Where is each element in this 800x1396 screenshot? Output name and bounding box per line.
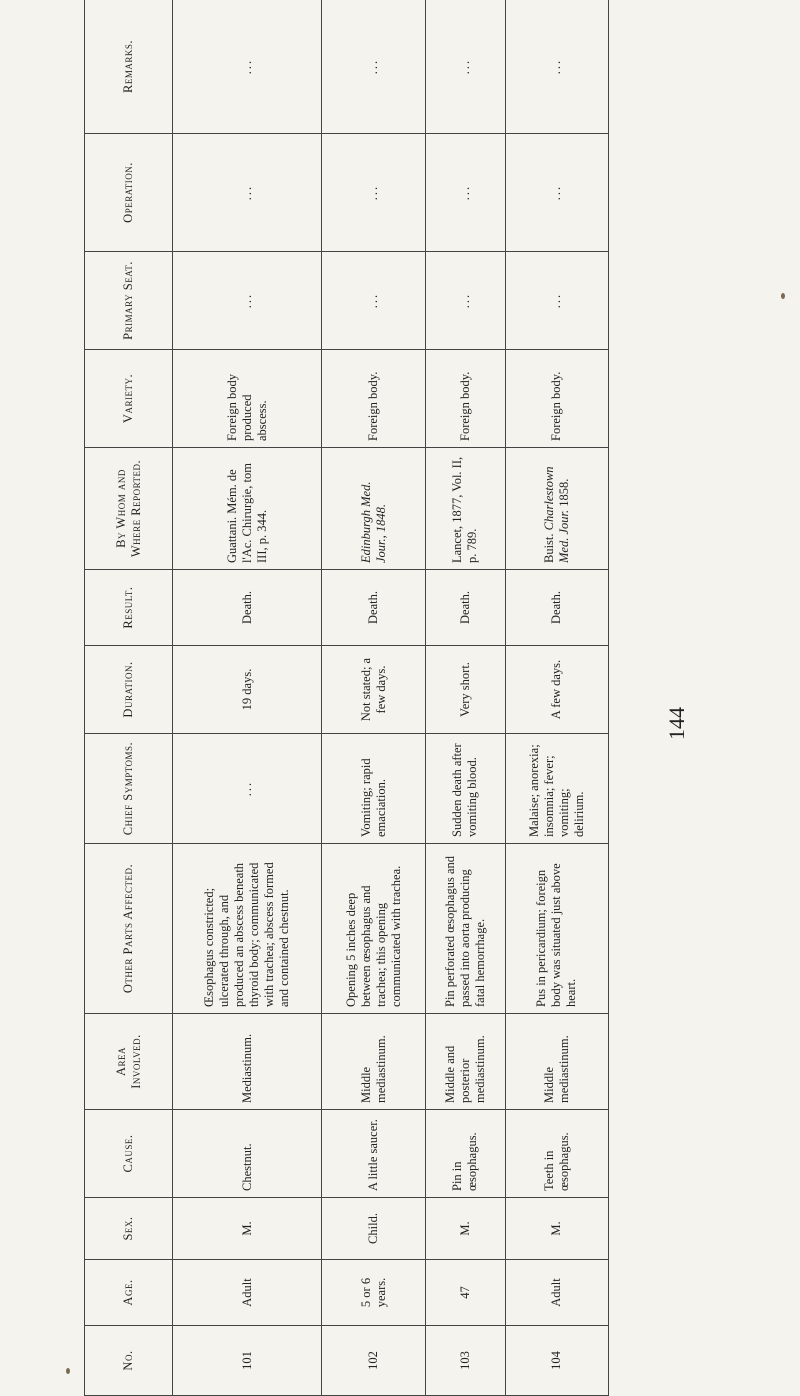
cell-duration: A few days. <box>505 646 608 734</box>
cell-cause: Teeth in œsophagus. <box>505 1110 608 1198</box>
cell-primary-seat: ... <box>505 252 608 350</box>
cell-remarks: ... <box>173 0 322 134</box>
cell-reported <box>322 448 425 570</box>
cell-result: Death. <box>505 570 608 646</box>
cell-other-parts: Pus in pericardium; foreign body was situated just above heart. <box>505 844 608 1014</box>
cell-no: 101 <box>173 1326 322 1396</box>
cell-other-parts: Pin perforated œsophagus and passed into aorta producing fatal hemorrhage. <box>425 844 505 1014</box>
cell-age: 47 <box>425 1260 505 1326</box>
cell-operation: ... <box>425 134 505 252</box>
cell-other-parts: Opening 5 inches deep between œsophagus and trachea; this opening communicated with trachea. <box>322 844 425 1014</box>
cell-reported: Guattani. Mém. de l'Ac. Chirurgie, tom III, p. 344. <box>173 448 322 570</box>
cell-variety: Foreign body. <box>505 350 608 448</box>
cell-duration: Very short. <box>425 646 505 734</box>
cell-sex: M. <box>505 1198 608 1260</box>
cell-variety: Foreign body. <box>425 350 505 448</box>
cell-chief-symptoms: Vomiting; rapid emaciation. <box>322 734 425 844</box>
cell-chief-symptoms: Malaise; anorexia; insomnia; fever; vomiting; delirium. <box>505 734 608 844</box>
case-table-wrapper <box>84 0 609 1396</box>
col-header-remarks: Remarks. <box>85 0 173 134</box>
cell-remarks: ... <box>505 0 608 134</box>
col-header-result: Result. <box>85 570 173 646</box>
cell-variety: Foreign body produced abscess. <box>173 350 322 448</box>
table-row <box>322 0 425 1396</box>
page-number: 144 <box>664 707 689 740</box>
cell-result: Death. <box>425 570 505 646</box>
col-header-other-parts: Other Parts Affected. <box>85 844 173 1014</box>
col-header-duration: Duration. <box>85 646 173 734</box>
reported-journal: Edinburgh Med. Jour., 1848. <box>358 481 388 563</box>
cell-sex: Child. <box>322 1198 425 1260</box>
cell-age: Adult <box>173 1260 322 1326</box>
cell-age: 5 or 6 years. <box>322 1260 425 1326</box>
cell-age: Adult <box>505 1260 608 1326</box>
cell-remarks: ... <box>322 0 425 134</box>
cell-area: Middle and posterior mediastinum. <box>425 1014 505 1110</box>
cell-primary-seat: ... <box>425 252 505 350</box>
cell-primary-seat: ... <box>173 252 322 350</box>
table-row <box>173 0 322 1396</box>
col-header-reported: By Whom and Where Reported. <box>85 448 173 570</box>
speck-mark <box>781 293 785 299</box>
table-header-row <box>85 0 173 1396</box>
cell-duration: 19 days. <box>173 646 322 734</box>
col-header-sex: Sex. <box>85 1198 173 1260</box>
cell-reported: Lancet, 1877, Vol. II, p. 789. <box>425 448 505 570</box>
col-header-primary-seat: Primary Seat. <box>85 252 173 350</box>
cell-reported <box>505 448 608 570</box>
col-header-age: Age. <box>85 1260 173 1326</box>
cell-cause: Pin in œsophagus. <box>425 1110 505 1198</box>
cell-sex: M. <box>173 1198 322 1260</box>
cell-area: Middle mediastinum. <box>505 1014 608 1110</box>
cell-cause: Chestnut. <box>173 1110 322 1198</box>
col-header-area: Area Involved. <box>85 1014 173 1110</box>
col-header-cause: Cause. <box>85 1110 173 1198</box>
reported-journal: Charlestown Med. Jour. <box>541 466 571 563</box>
cell-duration: Not stated; a few days. <box>322 646 425 734</box>
col-header-variety: Variety. <box>85 350 173 448</box>
cell-sex: M. <box>425 1198 505 1260</box>
cell-other-parts: Œsophagus constricted; ulcerated through, and produced an abscess beneath thyroid body; communicated with trachea; abscess formed and contained chestnut. <box>173 844 322 1014</box>
reported-year: 1858. <box>556 478 571 507</box>
cell-no: 104 <box>505 1326 608 1396</box>
cell-cause: A little saucer. <box>322 1110 425 1198</box>
speck-mark <box>66 1368 70 1374</box>
cell-operation: ... <box>322 134 425 252</box>
cell-result: Death. <box>173 570 322 646</box>
table-row <box>505 0 608 1396</box>
cell-area: Mediastinum. <box>173 1014 322 1110</box>
cell-variety: Foreign body. <box>322 350 425 448</box>
cell-remarks: ... <box>425 0 505 134</box>
cell-primary-seat: ... <box>322 252 425 350</box>
cell-no: 102 <box>322 1326 425 1396</box>
cell-operation: ... <box>173 134 322 252</box>
cell-result: Death. <box>322 570 425 646</box>
col-header-operation: Operation. <box>85 134 173 252</box>
col-header-no: No. <box>85 1326 173 1396</box>
cell-operation: ... <box>505 134 608 252</box>
cell-chief-symptoms: Sudden death after vomiting blood. <box>425 734 505 844</box>
cell-no: 103 <box>425 1326 505 1396</box>
table-row <box>425 0 505 1396</box>
cell-chief-symptoms: ... <box>173 734 322 844</box>
cell-area: Middle mediastinum. <box>322 1014 425 1110</box>
case-table <box>84 0 609 1396</box>
col-header-chief-symptoms: Chief Symptoms. <box>85 734 173 844</box>
reported-author: Buist. <box>541 533 556 563</box>
